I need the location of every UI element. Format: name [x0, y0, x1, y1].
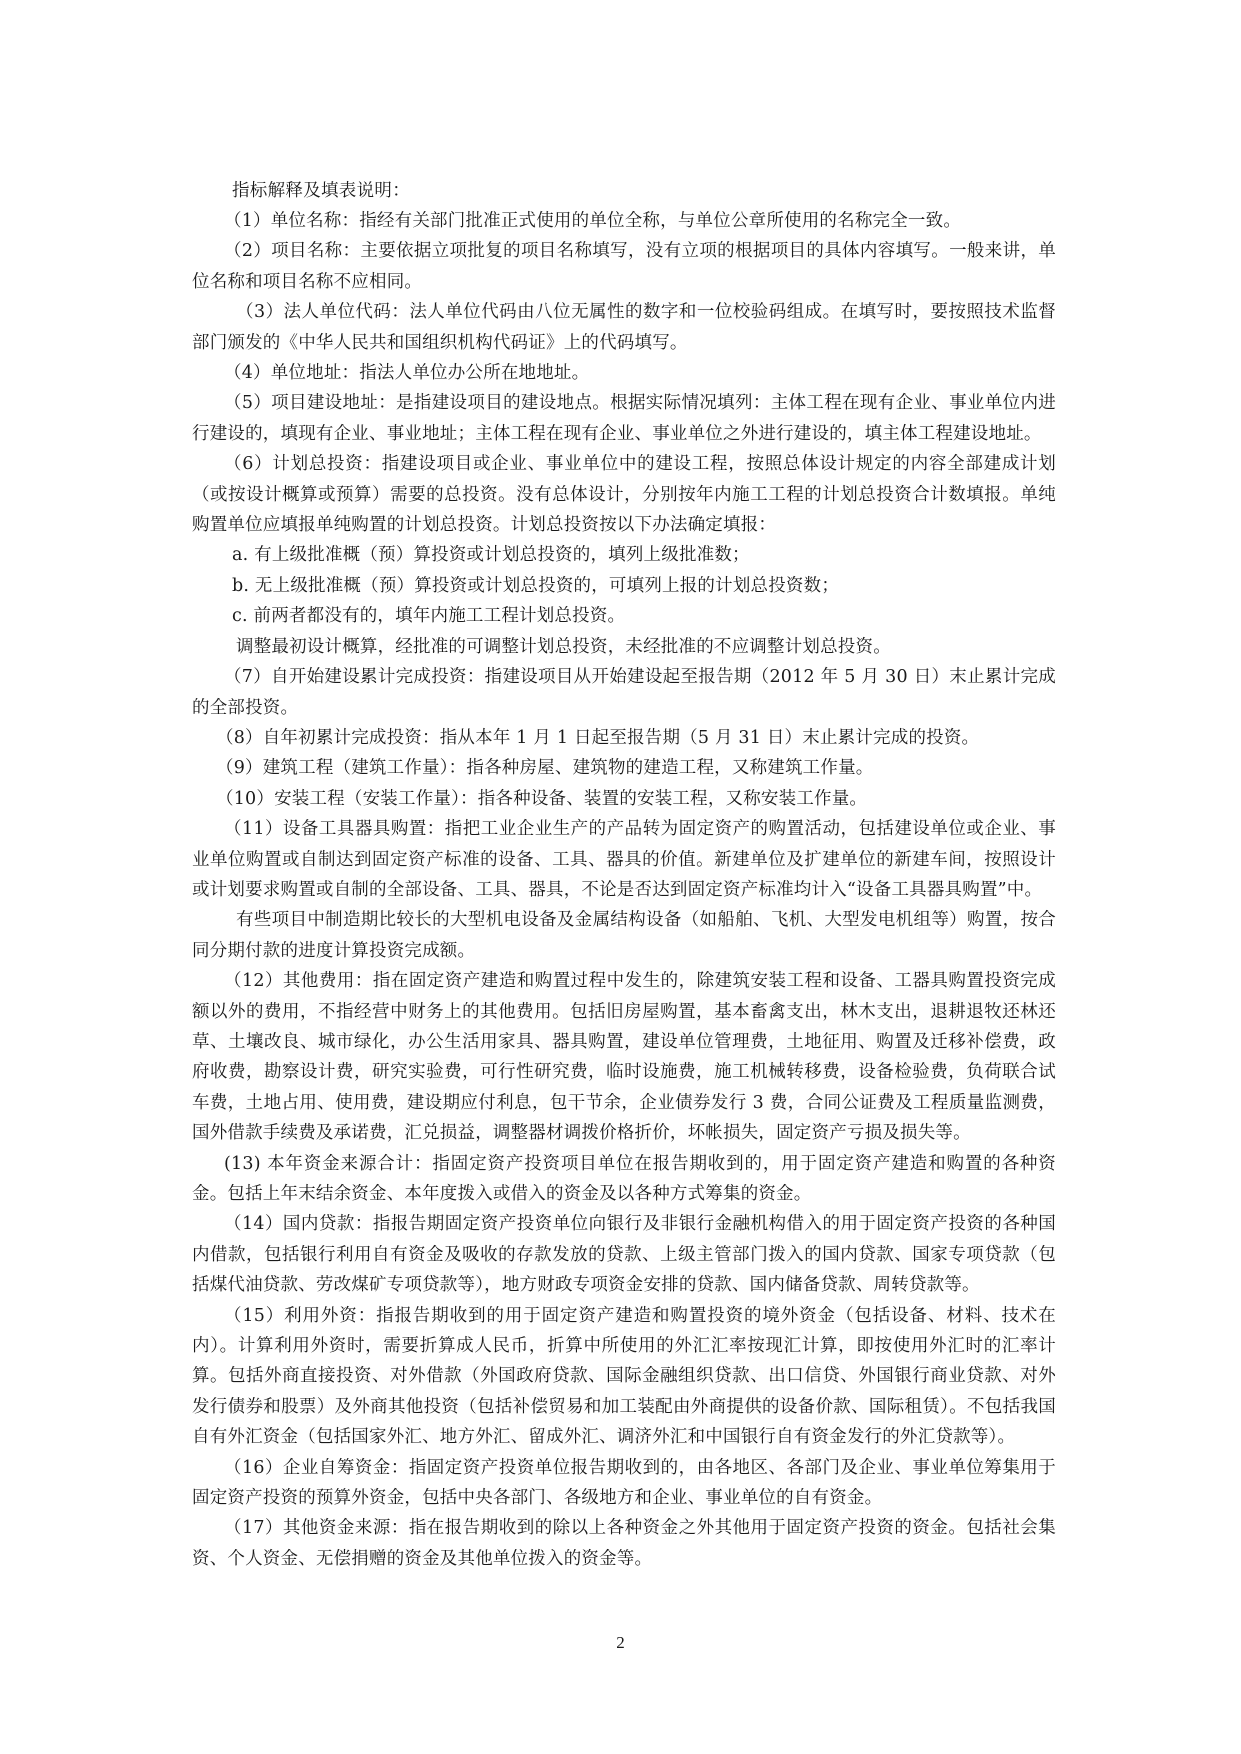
item-list — [192, 206, 1056, 1574]
paragraph: 有些项目中制造期比较长的大型机电设备及金属结构设备（如船舶、飞机、大型发电机组等）购置，按合同分期付款的进度计算投资完成额。 — [192, 910, 1056, 961]
paragraph: （14）国内贷款：指报告期固定资产投资单位向银行及非银行金融机构借入的用于固定资产投资的各种国内借款，包括银行利用自有资金及吸收的存款发放的贷款、上级主管部门拨入的国内贷款、国家专项贷款（包括煤代油贷款、劳改煤矿专项贷款等），地方财政专项资金安排的贷款、国内储备贷款、周转贷款等。 — [192, 1214, 1056, 1296]
paragraph: b. 无上级批准概（预）算投资或计划总投资的，可填列上报的计划总投资数； — [232, 575, 840, 596]
paragraph: （15）利用外资：指报告期收到的用于固定资产建造和购置投资的境外资金（包括设备、材料、技术在内）。计算利用外资时，需要折算成人民币，折算中所使用的外汇汇率按现汇计算，即按使用外汇时的汇率计算。包括外商直接投资、对外借款（外国政府贷款、国际金融组织贷款、出口信贷、外国银行商业贷款、对外发行债券和股票）及外商其他投资（包括补偿贸易和加工装配由外商提供的设备价款、国际租赁）。不包括我国自有外汇资金（包括国家外汇、地方外汇、留成外汇、调济外汇和中国银行自有资金发行的外汇贷款等）。 — [192, 1305, 1056, 1448]
paragraph: 调整最初设计概算，经批准的可调整计划总投资，未经批准的不应调整计划总投资。 — [236, 636, 891, 657]
paragraph: （8）自年初累计完成投资：指从本年 1 月 1 日起至报告期（5 月 31 日）末止累计完成的投资。 — [216, 727, 980, 748]
paragraph: （3）法人单位代码：法人单位代码由八位无属性的数字和一位校验码组成。在填写时，要按照技术监督部门颁发的《中华人民共和国组织机构代码证》上的代码填写。 — [192, 302, 1056, 353]
paragraph: （12）其他费用：指在固定资产建造和购置过程中发生的，除建筑安装工程和设备、工器具购置投资完成额以外的费用，不指经营中财务上的其他费用。包括旧房屋购置，基本畜禽支出，林木支出，退耕退牧还林还草、土壤改良、城市绿化，办公生活用家具、器具购置，建设单位管理费，土地征用、购置及迁移补偿费，政府收费，勘察设计费，研究实验费，可行性研究费，临时设施费，施工机械转移费，设备检验费，负荷联合试车费，土地占用、使用费，建设期应付利息，包干节余，企业债券发行 3 费，合同公证费及工程质量监测费，国外借款手续费及承诺费，汇兑损益，调整器材调拨价格折价，坏帐损失，固定资产亏损及损失等。 — [192, 971, 1056, 1144]
paragraph: c. 前两者都没有的，填年内施工工程计划总投资。 — [232, 606, 626, 627]
paragraph: （9）建筑工程（建筑工作量）：指各种房屋、建筑物的建造工程，又称建筑工作量。 — [216, 758, 874, 779]
paragraph: （16）企业自筹资金：指固定资产投资单位报告期收到的，由各地区、各部门及企业、事业单位筹集用于固定资产投资的预算外资金，包括中央各部门、各级地方和企业、事业单位的自有资金。 — [192, 1457, 1056, 1509]
section-heading: 指标解释及填表说明： — [232, 181, 410, 201]
paragraph: （17）其他资金来源：指在报告期收到的除以上各种资金之外其他用于固定资产投资的资金。包括社会集资、个人资金、无偿捐赠的资金及其他单位拨入的资金等。 — [192, 1518, 1056, 1569]
page-number: 2 — [616, 1633, 625, 1652]
paragraph: （7）自开始建设累计完成投资：指建设项目从开始建设起至报告期（2012 年 5 月 30 日）末止累计完成的全部投资。 — [192, 667, 1056, 718]
paragraph: (13) 本年资金来源合计：指固定资产投资项目单位在报告期收到的，用于固定资产建造和购置的各种资金。包括上年末结余资金、本年度拨入或借入的资金及以各种方式筹集的资金。 — [192, 1153, 1056, 1204]
page-content — [192, 176, 1056, 1574]
paragraph: （2）项目名称：主要依据立项批复的项目名称填写，没有立项的根据项目的具体内容填写。一般来讲，单位名称和项目名称不应相同。 — [192, 241, 1056, 292]
paragraph: （4）单位地址：指法人单位办公所在地地址。 — [224, 363, 590, 384]
paragraph: （11）设备工具器具购置：指把工业企业生产的产品转为固定资产的购置活动，包括建设单位或企业、事业单位购置或自制达到固定资产标准的设备、工具、器具的价值。新建单位及扩建单位的新建车间，按照设计或计划要求购置或自制的全部设备、工具、器具，不论是否达到固定资产标准均计入“设备工具器具购置”中。 — [192, 819, 1056, 900]
paragraph: （5）项目建设地址：是指建设项目的建设地点。根据实际情况填列：主体工程在现有企业、事业单位内进行建设的，填现有企业、事业地址；主体工程在现有企业、事业单位之外进行建设的，填主体工程建设地址。 — [192, 393, 1056, 444]
paragraph: （6）计划总投资：指建设项目或企业、事业单位中的建设工程，按照总体设计规定的内容全部建成计划（或按设计概算或预算）需要的总投资。没有总体设计，分别按年内施工工程的计划总投资合计数填报。单纯购置单位应填报单纯购置的计划总投资。计划总投资按以下办法确定填报： — [192, 454, 1056, 536]
paragraph: （1）单位名称：指经有关部门批准正式使用的单位全称，与单位公章所使用的名称完全一致。 — [224, 211, 962, 231]
paragraph: a. 有上级批准概（预）算投资或计划总投资的，填列上级批准数； — [232, 545, 750, 566]
paragraph: （10）安装工程（安装工作量）：指各种设备、装置的安装工程，又称安装工作量。 — [216, 788, 868, 809]
